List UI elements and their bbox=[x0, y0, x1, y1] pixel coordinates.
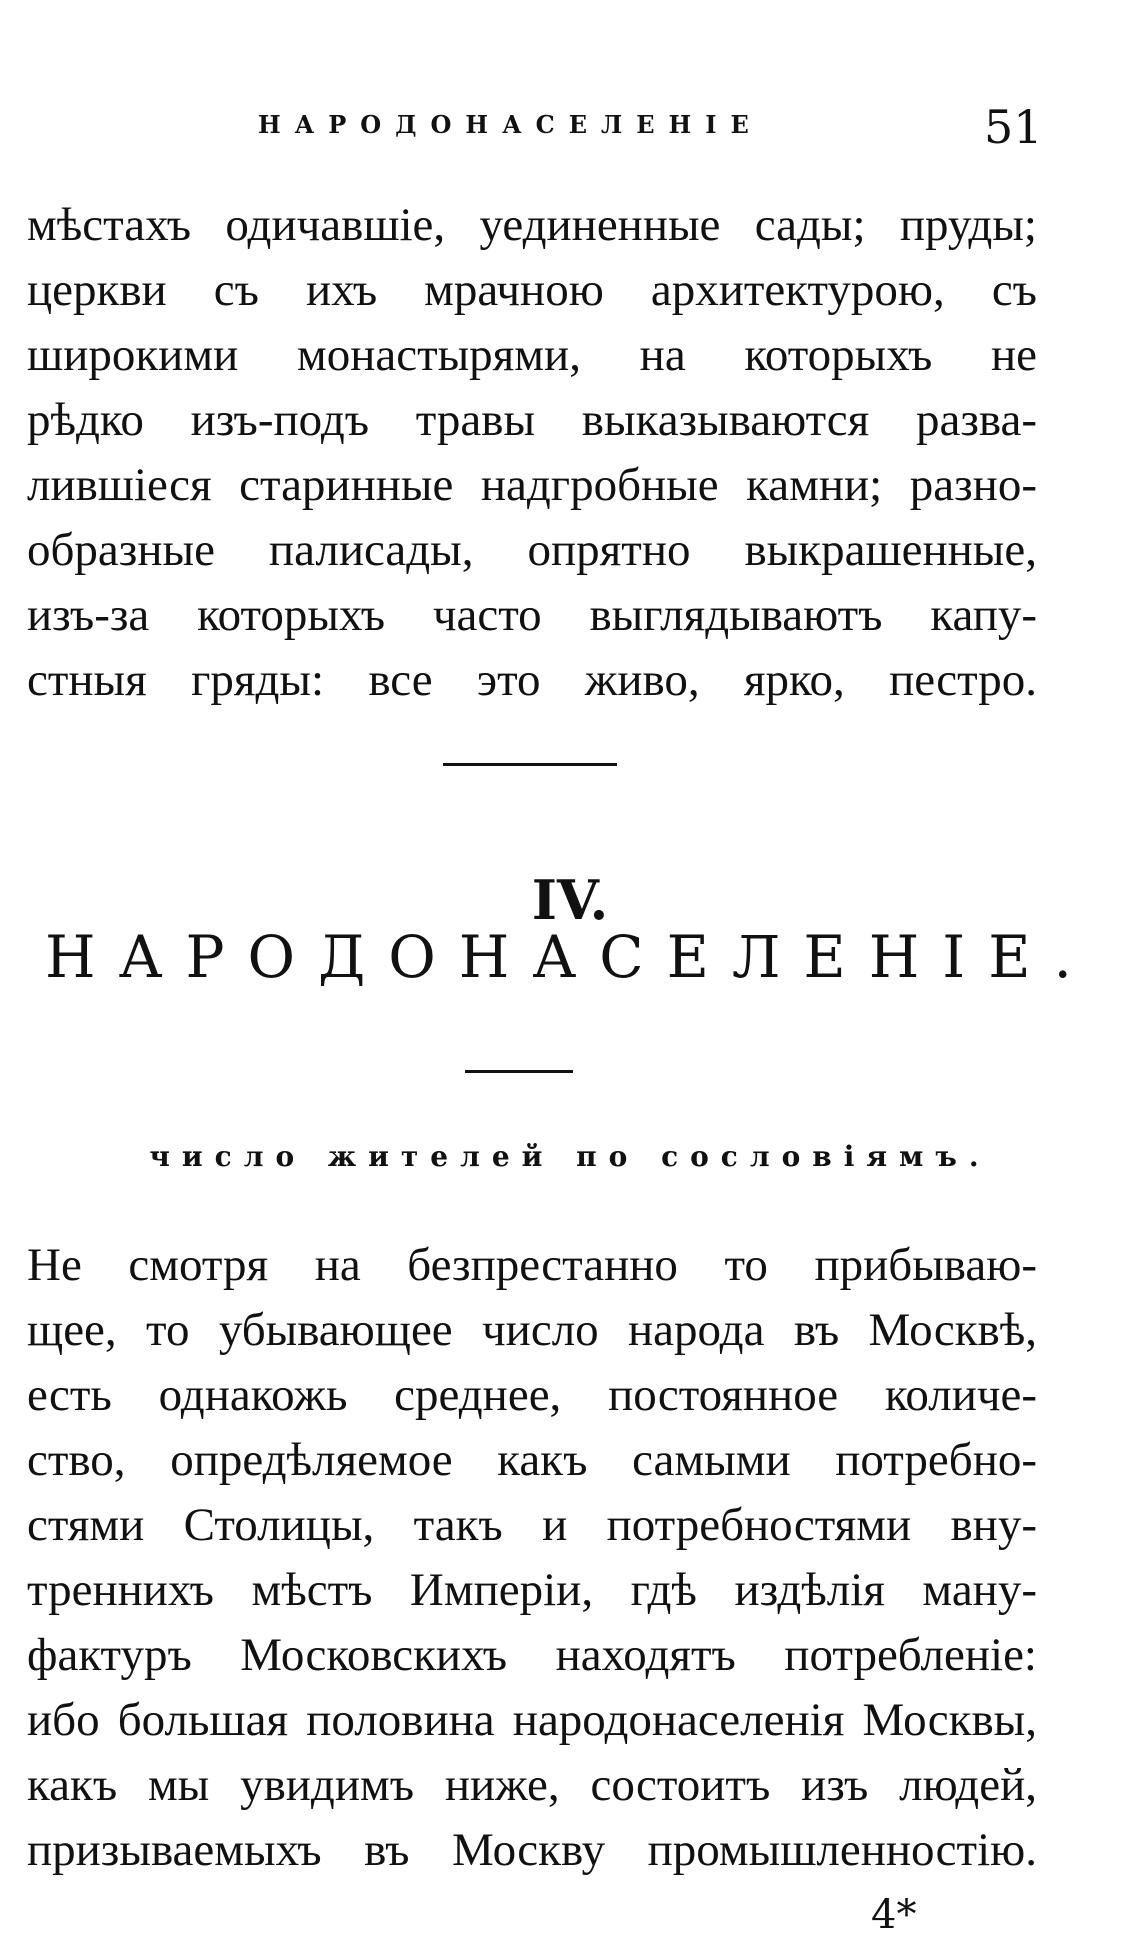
title-divider bbox=[465, 1070, 573, 1073]
chapter-number: IV. bbox=[531, 868, 609, 932]
chapter-title: НАРОДОНАСЕЛЕНІЕ. bbox=[44, 923, 1095, 991]
signature-mark: 4* bbox=[871, 1892, 917, 1938]
page-number: 51 bbox=[984, 100, 1043, 154]
section-subtitle: число жителей по сословіямъ. bbox=[149, 1140, 991, 1173]
running-head bbox=[0, 100, 1140, 154]
running-title: НАРОДОНАСЕЛЕНІЕ bbox=[258, 110, 763, 139]
section-divider bbox=[443, 763, 617, 766]
second-paragraph: Не смотря на безпрестанно то прибываю- щее, то убывающее число народа въ Москвѣ, есть однакожь среднее, постоянное количе- ство, опредѣляемое какъ самыми потребно- стями Столицы, такъ и потребностями вну- треннихъ мѣстъ Имперіи, гдѣ издѣлія ману- фактуръ Московскихъ находятъ потребленіе: ибо большая половина народонаселенія Москвы, какъ мы увидимъ ниже, состоитъ изъ людей, призываемыхъ въ Москву промышленностію. bbox=[27, 1239, 1037, 1876]
first-paragraph: мѣстахъ одичавшіе, уединенные сады; пруды; церкви съ ихъ мрачною архитектурою, съ широкими монастырями, на которыхъ не рѣдко изъ-подъ травы выказываются разва- лившіеся старинные надгробные камни; разно- образные палисады, опрятно выкрашенные, изъ-за которыхъ часто выглядываютъ капу- стныя гряды: все это живо, ярко, пестро. bbox=[27, 199, 1037, 706]
